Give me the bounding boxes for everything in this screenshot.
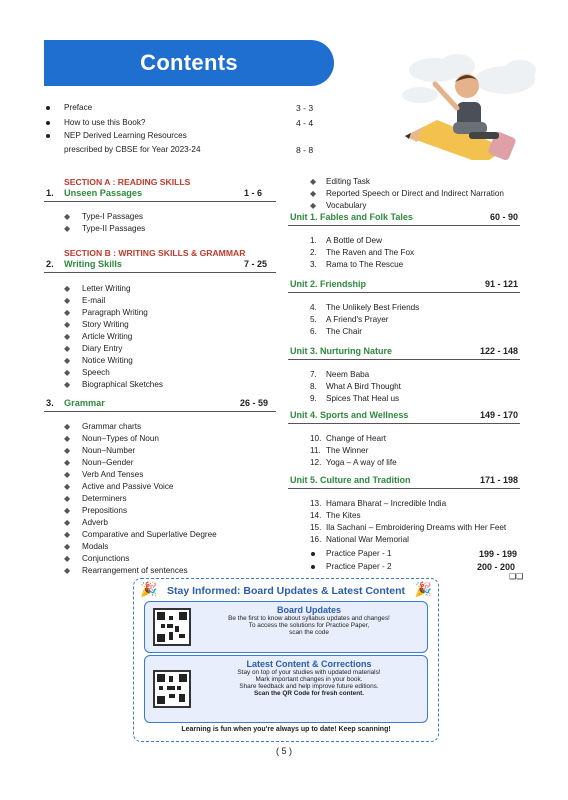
unit-pages: 171 - 198: [479, 475, 518, 485]
diamond-icon: ◆: [64, 470, 71, 479]
list-item[interactable]: Noun–Types of Noun: [82, 434, 159, 443]
list-item[interactable]: Active and Passive Voice: [82, 482, 174, 491]
divider: [288, 225, 520, 226]
diamond-icon: ◆: [64, 446, 71, 455]
chapter-number: 2.: [46, 259, 54, 269]
list-item[interactable]: The Unlikely Best Friends: [326, 303, 420, 312]
chapter-pages: 26 - 59: [240, 398, 269, 408]
preface-pages: 3 - 3: [296, 103, 314, 113]
list-item[interactable]: Biographical Sketches: [82, 380, 164, 389]
unit-title[interactable]: Unit 1. Fables and Folk Tales: [290, 212, 413, 222]
list-item[interactable]: Editing Task: [326, 177, 370, 186]
unit-title[interactable]: Unit 2. Friendship: [290, 279, 367, 289]
item-number: 6.: [310, 327, 317, 336]
board-line: scan the code: [289, 629, 329, 636]
list-item[interactable]: Conjunctions: [82, 554, 130, 563]
list-item[interactable]: Notice Writing: [82, 356, 133, 365]
item-number: 5.: [310, 315, 317, 324]
chapter-unseen-passages[interactable]: Unseen Passages: [64, 188, 143, 198]
list-item[interactable]: Prepositions: [82, 506, 128, 515]
diamond-icon: ◆: [64, 380, 71, 389]
stay-informed-box: [133, 578, 439, 742]
unit-title[interactable]: Unit 4. Sports and Wellness: [290, 410, 409, 420]
divider: [44, 272, 276, 273]
list-item[interactable]: Hamara Bharat – Incredible India: [326, 499, 447, 508]
diamond-icon: ◆: [64, 356, 71, 365]
list-item[interactable]: Type-I Passages: [82, 212, 143, 221]
diamond-icon: ◆: [64, 422, 71, 431]
party-popper-icon: 🎉: [414, 581, 432, 597]
contents-banner: [44, 40, 334, 86]
info-footer: Learning is fun when you're always up to date! Keep scanning!: [181, 726, 391, 733]
unit-title[interactable]: Unit 5. Culture and Tradition: [290, 475, 411, 485]
divider: [288, 423, 520, 424]
list-item[interactable]: E-mail: [82, 296, 106, 305]
unit-pages: 60 - 90: [489, 212, 518, 222]
divider: [288, 292, 520, 293]
board-updates-panel: [144, 601, 428, 653]
stay-informed-title: Stay Informed: Board Updates & Latest Content: [166, 585, 406, 597]
section-b-heading: SECTION B : WRITING SKILLS & GRAMMAR: [64, 248, 246, 258]
item-number: 12.: [310, 458, 322, 467]
chapter-pages: 7 - 25: [244, 259, 268, 269]
preface-label[interactable]: Preface: [64, 103, 93, 112]
latest-content-panel: [144, 655, 428, 723]
item-number: 14.: [310, 511, 322, 520]
bullet: [46, 121, 50, 125]
list-item[interactable]: The Winner: [326, 446, 369, 455]
list-item[interactable]: The Chair: [326, 327, 362, 336]
end-mark-icon: ❑❑: [509, 572, 524, 581]
item-number: 13.: [310, 499, 322, 508]
chapter-writing-skills[interactable]: Writing Skills: [64, 259, 123, 269]
list-item[interactable]: Noun–Gender: [82, 458, 134, 467]
list-item[interactable]: Rearrangement of sentences: [82, 566, 188, 575]
chapter-number: 3.: [46, 398, 54, 408]
divider: [288, 488, 520, 489]
list-item[interactable]: Modals: [82, 542, 109, 551]
item-number: 10.: [310, 434, 322, 443]
latest-line: Mark important changes in your book.: [255, 676, 363, 683]
qr-code-icon[interactable]: [153, 670, 191, 708]
list-item[interactable]: Comparative and Superlative Degree: [82, 530, 217, 539]
latest-line: Stay on top of your studies with updated materials!: [237, 669, 381, 676]
list-item[interactable]: Change of Heart: [326, 434, 387, 443]
how-to-use-label[interactable]: How to use this Book?: [64, 118, 146, 127]
bullet: [311, 565, 315, 569]
chapter-number: 1.: [46, 188, 54, 198]
diamond-icon: ◆: [64, 212, 71, 221]
nep-label[interactable]: NEP Derived Learning Resources: [64, 131, 187, 140]
list-item[interactable]: Determiners: [82, 494, 127, 503]
diamond-icon: ◆: [64, 434, 71, 443]
diamond-icon: ◆: [310, 201, 317, 210]
diamond-icon: ◆: [64, 494, 71, 503]
diamond-icon: ◆: [64, 368, 71, 377]
nep-pages: 8 - 8: [296, 145, 314, 155]
unit-pages: 122 - 148: [479, 346, 518, 356]
list-item[interactable]: Vocabulary: [326, 201, 367, 210]
list-item[interactable]: National War Memorial: [326, 535, 409, 544]
diamond-icon: ◆: [64, 530, 71, 539]
unit-title[interactable]: Unit 3. Nurturing Nature: [290, 346, 393, 356]
list-item[interactable]: Rama to The Rescue: [326, 260, 404, 269]
list-item[interactable]: The Kites: [326, 511, 361, 520]
diamond-icon: ◆: [64, 332, 71, 341]
diamond-icon: ◆: [64, 458, 71, 467]
latest-content-title: Latest Content & Corrections: [246, 659, 372, 669]
diamond-icon: ◆: [64, 320, 71, 329]
diamond-icon: ◆: [64, 284, 71, 293]
list-item[interactable]: What A Bird Thought: [326, 382, 401, 391]
divider: [288, 359, 520, 360]
practice-paper-2[interactable]: Practice Paper - 2: [326, 562, 392, 571]
item-number: 2.: [310, 248, 317, 257]
list-item[interactable]: Type-II Passages: [82, 224, 146, 233]
list-item[interactable]: Spices That Heal us: [326, 394, 400, 403]
chapter-grammar[interactable]: Grammar: [64, 398, 105, 408]
list-item[interactable]: Story Writing: [82, 320, 129, 329]
list-item[interactable]: A Bottle of Dew: [326, 236, 382, 245]
diamond-icon: ◆: [64, 224, 71, 233]
how-to-use-pages: 4 - 4: [296, 118, 314, 128]
diamond-icon: ◆: [64, 296, 71, 305]
unit-pages: 91 - 121: [484, 279, 518, 289]
bullet: [46, 106, 50, 110]
item-number: 1.: [310, 236, 317, 245]
item-number: 7.: [310, 370, 317, 379]
diamond-icon: ◆: [64, 566, 71, 575]
diamond-icon: ◆: [64, 542, 71, 551]
latest-line: Scan the QR Code for fresh content.: [253, 690, 365, 697]
list-item[interactable]: Speech: [82, 368, 110, 377]
page-title: Contents: [140, 50, 238, 75]
item-number: 9.: [310, 394, 317, 403]
diamond-icon: ◆: [64, 308, 71, 317]
unit-pages: 149 - 170: [479, 410, 518, 420]
list-item[interactable]: Article Writing: [82, 332, 133, 341]
diamond-icon: ◆: [64, 506, 71, 515]
boy-on-pencil-illustration: [395, 40, 540, 160]
board-line: Be the first to know about syllabus updates and changes!: [228, 615, 390, 622]
divider: [44, 201, 276, 202]
bullet: [46, 134, 50, 138]
list-item[interactable]: A Friend's Prayer: [326, 315, 389, 324]
diamond-icon: ◆: [310, 177, 317, 186]
list-item[interactable]: Reported Speech or Direct and Indirect Narration: [326, 189, 504, 198]
divider: [44, 411, 276, 412]
list-item[interactable]: Paragraph Writing: [82, 308, 148, 317]
list-item[interactable]: Verb And Tenses: [82, 470, 144, 479]
section-a-heading: SECTION A : READING SKILLS: [64, 177, 191, 187]
diamond-icon: ◆: [64, 344, 71, 353]
qr-code-icon[interactable]: [153, 608, 191, 646]
diamond-icon: ◆: [64, 518, 71, 527]
item-number: 15.: [310, 523, 322, 532]
diamond-icon: ◆: [310, 189, 317, 198]
item-number: 16.: [310, 535, 322, 544]
bullet: [311, 552, 315, 556]
board-line: To access the solutions for Practice Paper,: [248, 622, 370, 629]
list-item[interactable]: The Raven and The Fox: [326, 248, 415, 257]
list-item[interactable]: Diary Entry: [82, 344, 123, 353]
latest-line: Share feedback and help improve future editions.: [239, 683, 379, 690]
practice-paper-2-pages: 200 - 200: [477, 562, 516, 572]
diamond-icon: ◆: [64, 554, 71, 563]
item-number: 8.: [310, 382, 317, 391]
page-number: ( 5 ): [275, 746, 292, 756]
party-popper-icon: 🎉: [140, 581, 158, 597]
list-item[interactable]: Grammar charts: [82, 422, 142, 431]
diamond-icon: ◆: [64, 482, 71, 491]
nep-label-line2: prescribed by CBSE for Year 2023-24: [64, 145, 201, 154]
item-number: 4.: [310, 303, 317, 312]
practice-paper-1[interactable]: Practice Paper - 1: [326, 549, 392, 558]
board-updates-title: Board Updates: [276, 605, 341, 615]
list-item[interactable]: Yoga – A way of life: [326, 458, 397, 467]
chapter-pages: 1 - 6: [244, 188, 263, 198]
practice-paper-1-pages: 199 - 199: [479, 549, 518, 559]
list-item[interactable]: Noun–Number: [82, 446, 136, 455]
list-item[interactable]: Adverb: [82, 518, 108, 527]
list-item[interactable]: Neem Baba: [326, 370, 370, 379]
list-item[interactable]: Letter Writing: [82, 284, 131, 293]
list-item[interactable]: Ila Sachani – Embroidering Dreams with Her Feet: [326, 523, 507, 532]
item-number: 3.: [310, 260, 317, 269]
item-number: 11.: [310, 446, 321, 455]
